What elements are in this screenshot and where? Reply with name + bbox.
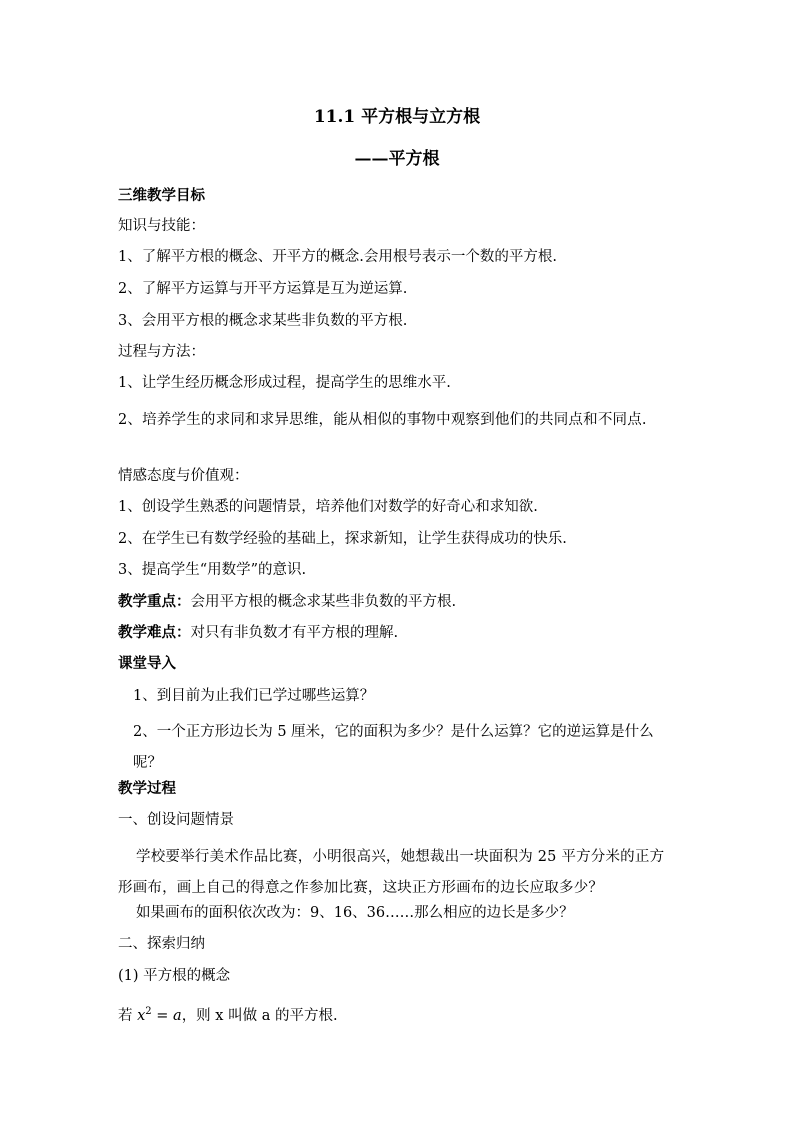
- process-item: 2、培养学生的求同和求异思维，能从相似的事物中观察到他们的共同点和不同点.: [118, 412, 647, 428]
- intro-item-text: 2、一个正方形边长为 5 厘米，它的面积为多少？是什么运算？它的逆运算是什么呢？: [133, 724, 654, 771]
- process-item: 1、让学生经历概念形成过程，提高学生的思维水平.: [118, 375, 451, 391]
- def-suffix: ，则 x 叫做 a 的平方根.: [181, 1007, 338, 1024]
- key-point: [118, 592, 678, 612]
- knowledge-item: 1、了解平方根的概念、开平方的概念.会用根号表示一个数的平方根.: [118, 249, 557, 265]
- key-text: 会用平方根的概念求某些非负数的平方根.: [190, 594, 457, 610]
- def-equation: = a: [151, 1007, 182, 1024]
- knowledge-heading: 知识与技能：: [118, 218, 205, 234]
- goals-heading: 三维教学目标: [118, 187, 205, 204]
- definition-line: [118, 1002, 678, 1026]
- emotion-item: 3、提高学生“用数学”的意识.: [118, 562, 307, 578]
- teaching-process-heading: 教学过程: [118, 780, 176, 797]
- key-label: 教学重点：: [118, 593, 191, 610]
- doc-subtitle: ——平方根: [354, 149, 440, 169]
- section1-paragraph: 学校要举行美术作品比赛，小明很高兴，她想裁出一块面积为 25 平方分米的正方形画布，画上自己的得意之作参加比赛，这块正方形画布的边长应取多少？: [118, 849, 665, 896]
- emotion-item: 1、创设学生熟悉的问题情景，培养他们对数学的好奇心和求知欲.: [118, 499, 538, 515]
- emotion-heading: 情感态度与价值观：: [118, 468, 249, 484]
- section1-paragraph-2: 如果画布的面积依次改为：9、16、36……那么相应的边长是多少？: [136, 905, 574, 921]
- def-variable: x: [137, 1007, 146, 1024]
- difficulty-text: 对只有非负数才有平方根的理解.: [190, 625, 399, 641]
- section2-subheading: (1) 平方根的概念: [118, 968, 231, 984]
- section2-heading: 二、探索归纳: [118, 936, 205, 952]
- doc-title: 11.1 平方根与立方根: [313, 107, 481, 127]
- knowledge-item: 2、了解平方运算与开平方运算是互为逆运算.: [118, 281, 408, 297]
- def-prefix: 若: [118, 1007, 133, 1024]
- process-heading: 过程与方法：: [118, 344, 205, 360]
- intro-heading: 课堂导入: [118, 655, 176, 672]
- difficulty-label: 教学难点：: [118, 624, 191, 641]
- def-exponent: 2: [145, 1006, 152, 1017]
- intro-item: 1、到目前为止我们已学过哪些运算？: [133, 688, 375, 704]
- knowledge-item: 3、会用平方根的概念求某些非负数的平方根.: [118, 313, 408, 329]
- emotion-item: 2、在学生已有数学经验的基础上，探求新知，让学生获得成功的快乐.: [118, 531, 567, 547]
- intro-item: [133, 717, 678, 779]
- difficulty-point: [118, 623, 678, 643]
- section1-heading: 一、创设问题情景: [118, 812, 234, 828]
